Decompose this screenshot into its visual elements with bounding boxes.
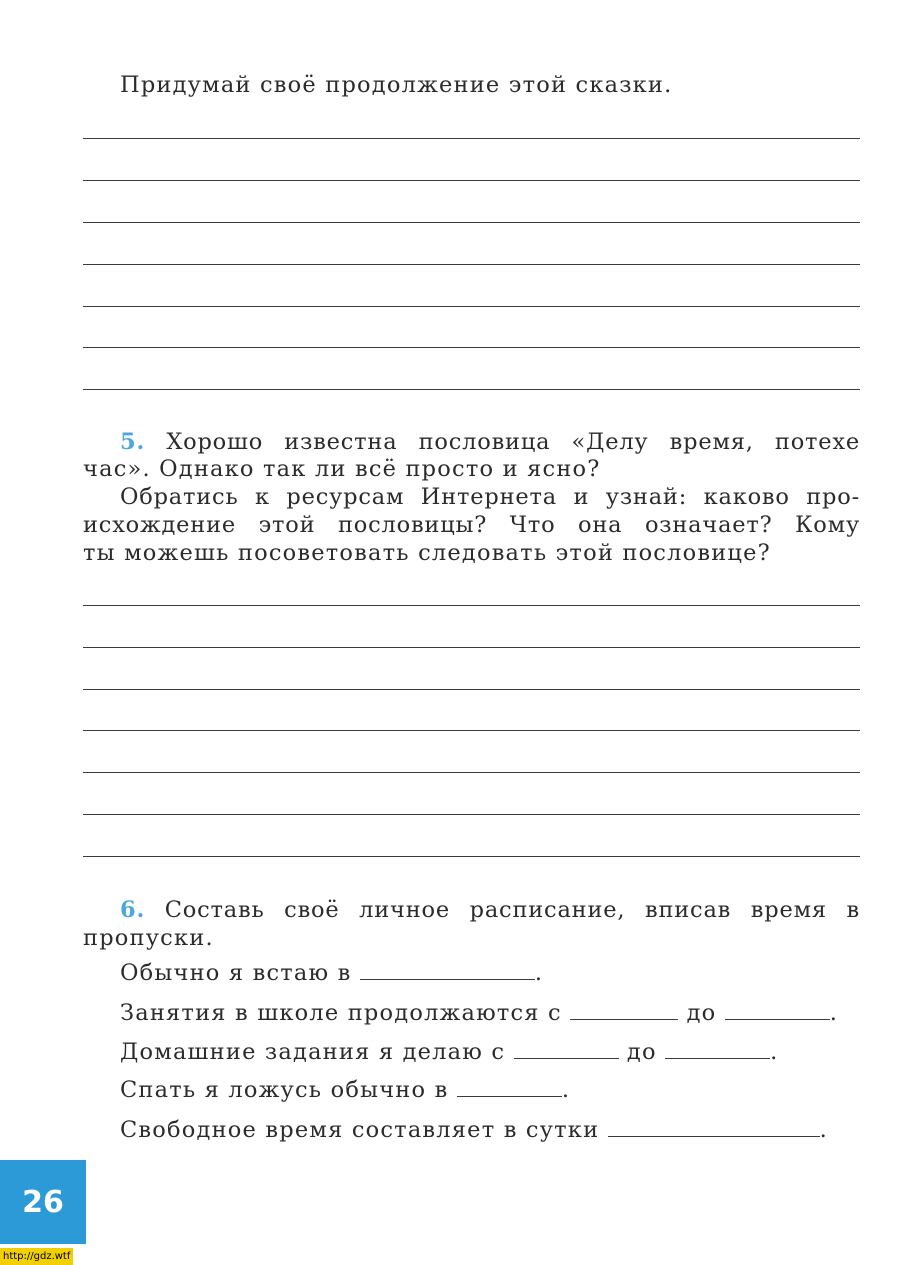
period: . — [561, 1077, 571, 1103]
task-5-text: Хорошо известна пословица «Делу время, потехе — [166, 429, 861, 455]
answer-line[interactable] — [83, 264, 860, 265]
task-5-line-3: Обратись к ресурсам Интернета и узнай: каково про- — [120, 484, 860, 510]
wake-time-blank[interactable] — [360, 961, 535, 980]
answer-line[interactable] — [83, 772, 860, 773]
free-time-blank[interactable] — [608, 1118, 820, 1137]
task-5-line-5: ты можешь посоветовать следовать этой пословице? — [83, 540, 771, 566]
task-5-line-1 — [120, 429, 860, 455]
schedule-school — [120, 1000, 838, 1026]
story-prompt: Придумай своё продолжение этой сказки. — [120, 72, 673, 98]
answer-line[interactable] — [83, 222, 860, 223]
schedule-wake — [120, 960, 543, 986]
answer-line[interactable] — [83, 180, 860, 181]
homework-start-blank[interactable] — [514, 1040, 619, 1059]
until-label: до — [626, 1039, 657, 1065]
answer-line[interactable] — [83, 856, 860, 857]
task-5-line-4: исхождение этой пословицы? Что она означает? Кому — [83, 512, 860, 538]
answer-line[interactable] — [83, 347, 860, 348]
task-number: 5. — [120, 429, 146, 455]
answer-line[interactable] — [83, 647, 860, 648]
task-6-line-2: пропуски. — [83, 925, 214, 951]
page-number: 26 — [22, 1184, 64, 1220]
answer-line[interactable] — [83, 730, 860, 731]
task-6-line-1 — [120, 897, 860, 923]
schedule-free — [120, 1117, 828, 1143]
answer-line[interactable] — [83, 605, 860, 606]
period: . — [819, 1117, 828, 1143]
schedule-homework — [120, 1039, 778, 1065]
schedule-free-label: Свободное время составляет в сутки — [120, 1117, 600, 1143]
school-start-blank[interactable] — [570, 1001, 678, 1020]
schedule-sleep-label: Спать я ложусь обычно в — [120, 1077, 449, 1103]
task-6-text: Составь своё личное расписание, вписав время в — [164, 897, 860, 923]
schedule-school-label: Занятия в школе продолжаются с — [120, 1000, 562, 1026]
schedule-wake-label: Обычно я встаю в — [120, 960, 352, 986]
answer-line[interactable] — [83, 389, 860, 390]
schedule-sleep — [120, 1077, 570, 1103]
task-5-line-2: час». Однако так ли всё просто и ясно? — [83, 456, 601, 482]
homework-end-blank[interactable] — [665, 1040, 770, 1059]
task-number: 6. — [120, 897, 146, 923]
period: . — [829, 1000, 839, 1026]
school-end-blank[interactable] — [725, 1001, 830, 1020]
sleep-time-blank[interactable] — [457, 1078, 562, 1097]
page-number-badge — [0, 1160, 86, 1244]
period: . — [770, 1039, 779, 1065]
answer-line[interactable] — [83, 814, 860, 815]
until-label: до — [686, 1000, 717, 1026]
period: . — [534, 960, 544, 986]
footer-url[interactable]: http://gdz.wtf — [0, 1248, 73, 1265]
answer-line[interactable] — [83, 689, 860, 690]
answer-line[interactable] — [83, 138, 860, 139]
answer-line[interactable] — [83, 306, 860, 307]
schedule-homework-label: Домашние задания я делаю с — [120, 1039, 506, 1065]
